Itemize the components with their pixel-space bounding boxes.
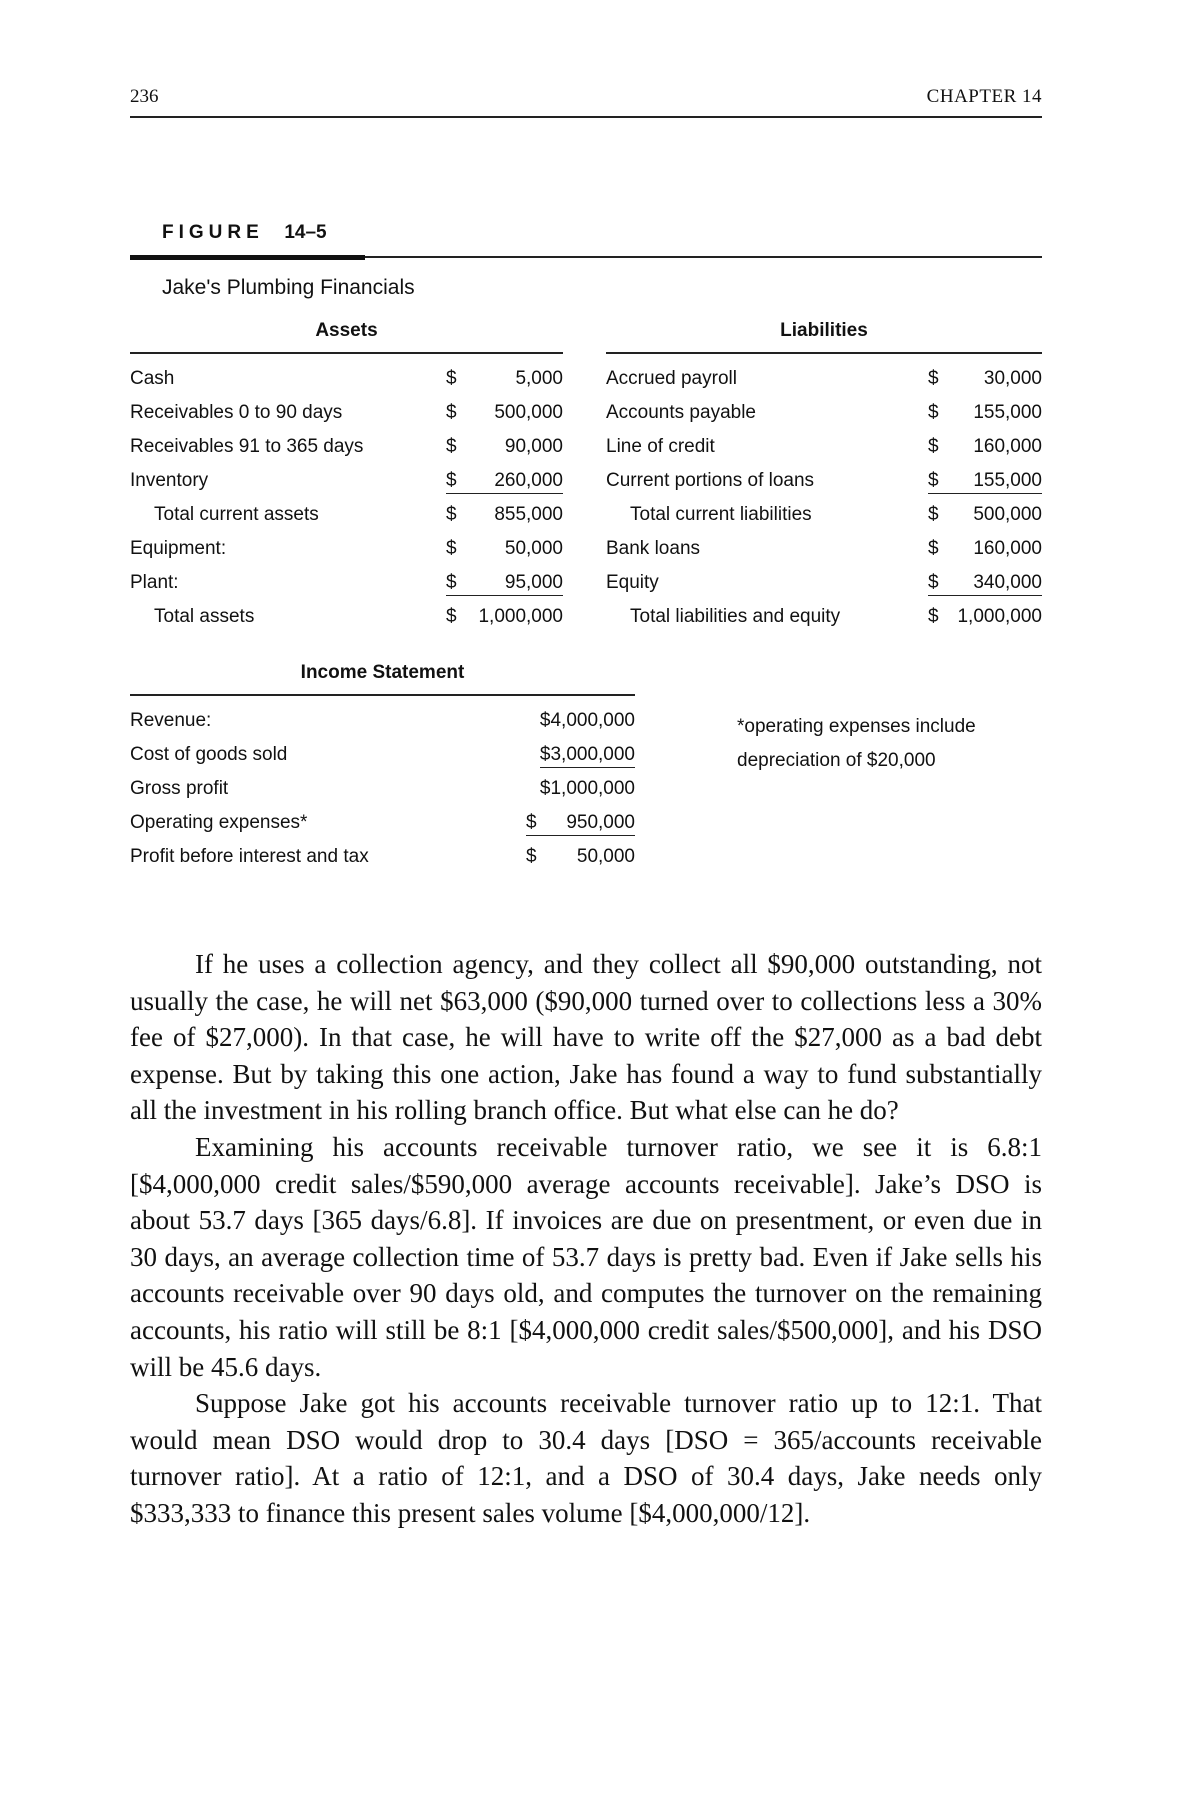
liabilities-table (606, 320, 1042, 634)
figure-14-5 (130, 218, 1042, 867)
row-label: Receivables 0 to 90 days (130, 402, 343, 423)
dollar-sign: $ (446, 504, 457, 525)
row-label: Equipment: (130, 538, 227, 559)
paragraph: Examining his accounts receivable turnover ratio, we see it is 6.8:1 [$4,000,000 credit sales/$590,000 average accounts receivable]. Jake’s DSO is about 53.7 days [365 days/6.8]. If invoices are due on presentment, or even due in 30 days, an average collection time of 53.7 days is pretty bad. Even if Jake sells his accounts receivable over 90 days old, and computes the turnover on the remaining accounts, his ratio will still be 8:1 [$4,000,000 credit sales/$500,000], and his DSO will be 45.6 days. (130, 1131, 1042, 1382)
row-label: Profit before interest and tax (130, 846, 369, 867)
table-row (130, 806, 635, 840)
row-amount: 160,000 (973, 436, 1042, 457)
paragraph: If he uses a collection agency, and they collect all $90,000 outstanding, not usually the case, he will net $63,000 ($90,000 turned over to collections less a 30% fee of $27,000). In that case, he will have to write off the $27,000 as a bad debt expense. But by taking this one action, Jake has found a way to fund substantially all the investment in his rolling branch office. But what else can he do? (130, 949, 1042, 1126)
row-amount: 50,000 (504, 538, 563, 559)
row-amount: 950,000 (566, 812, 635, 833)
table-row (130, 498, 563, 532)
row-label: Cost of goods sold (130, 744, 288, 765)
table-row (130, 704, 635, 738)
row-amount: $1,000,000 (539, 778, 635, 799)
row-label: Total liabilities and equity (630, 606, 841, 627)
table-row (606, 600, 1042, 634)
figure-label-row (130, 218, 1042, 258)
row-amount: 155,000 (973, 470, 1042, 491)
income-header: Income Statement (130, 662, 635, 696)
paragraph: Suppose Jake got his accounts receivable turnover ratio up to 12:1. That would mean DSO would drop to 30.4 days [DSO = 365/accounts receivable turnover ratio]. At a ratio of 12:1, and a DSO of 30.4 days, Jake needs only $333,333 to finance this present sales volume [$4,000,000/12]. (130, 1388, 1042, 1528)
row-amount: 30,000 (983, 368, 1042, 389)
table-row (606, 362, 1042, 396)
footnote-line: depreciation of $20,000 (737, 750, 936, 771)
row-label: Revenue: (130, 710, 212, 731)
dollar-sign: $ (928, 436, 939, 457)
table-row (130, 600, 563, 634)
row-label: Plant: (130, 572, 179, 593)
page-number: 236 (130, 86, 159, 107)
table-row (606, 566, 1042, 600)
dollar-sign: $ (928, 368, 939, 389)
table-row (130, 362, 563, 396)
table-row (130, 532, 563, 566)
row-amount: 160,000 (973, 538, 1042, 559)
dollar-sign: $ (446, 368, 457, 389)
table-row (606, 464, 1042, 498)
table-row (130, 840, 635, 874)
table-row (130, 464, 563, 498)
row-amount: 500,000 (973, 504, 1042, 525)
figure-word: FIGURE (162, 222, 264, 243)
table-row (606, 430, 1042, 464)
table-row (606, 396, 1042, 430)
assets-header: Assets (130, 320, 563, 354)
row-amount: 90,000 (504, 436, 563, 457)
dollar-sign: $ (526, 812, 537, 833)
row-amount: 50,000 (576, 846, 635, 867)
row-label: Gross profit (130, 778, 229, 799)
table-row (130, 396, 563, 430)
income-footnote (737, 710, 976, 778)
table-row (130, 430, 563, 464)
row-amount: 500,000 (494, 402, 563, 423)
row-label: Receivables 91 to 365 days (130, 436, 364, 457)
row-amount: $3,000,000 (540, 743, 635, 768)
dollar-sign: $ (446, 572, 457, 593)
footnote-line: *operating expenses include (737, 716, 976, 737)
assets-table (130, 320, 563, 634)
dollar-sign: $ (928, 606, 939, 627)
dollar-sign: $ (928, 504, 939, 525)
table-row (130, 566, 563, 600)
row-amount: 1,000,000 (957, 606, 1042, 627)
row-label: Total current liabilities (630, 504, 812, 525)
dollar-sign: $ (928, 538, 939, 559)
row-amount: 1,000,000 (478, 606, 563, 627)
figure-label-bar (130, 255, 365, 260)
liabilities-header: Liabilities (606, 320, 1042, 354)
row-amount: $4,000,000 (539, 710, 635, 731)
row-label: Operating expenses* (130, 812, 308, 833)
row-label: Accounts payable (606, 402, 756, 423)
row-label: Line of credit (606, 436, 715, 457)
row-label: Total current assets (154, 504, 319, 525)
figure-title: Jake's Plumbing Financials (162, 276, 415, 299)
row-amount: 5,000 (515, 368, 563, 389)
row-label: Inventory (130, 470, 209, 491)
table-row (606, 532, 1042, 566)
running-head (130, 84, 1042, 118)
dollar-sign: $ (928, 402, 939, 423)
dollar-sign: $ (446, 606, 457, 627)
dollar-sign: $ (446, 538, 457, 559)
row-label: Current portions of loans (606, 470, 815, 491)
row-label: Total assets (154, 606, 255, 627)
row-amount: 155,000 (973, 402, 1042, 423)
row-label: Bank loans (606, 538, 701, 559)
row-amount: 95,000 (504, 572, 563, 593)
dollar-sign: $ (446, 436, 457, 457)
row-label: Equity (606, 572, 659, 593)
figure-number: 14–5 (284, 222, 327, 243)
row-amount: 340,000 (973, 572, 1042, 593)
row-amount: 260,000 (494, 470, 563, 491)
dollar-sign: $ (446, 470, 457, 491)
dollar-sign: $ (446, 402, 457, 423)
dollar-sign: $ (928, 470, 939, 491)
figure-label (162, 222, 327, 244)
dollar-sign: $ (928, 572, 939, 593)
row-label: Accrued payroll (606, 368, 737, 389)
body-text (130, 946, 1042, 1532)
table-row (606, 498, 1042, 532)
table-row (130, 738, 635, 772)
chapter-label: CHAPTER 14 (926, 86, 1042, 107)
row-amount: 855,000 (494, 504, 563, 525)
dollar-sign: $ (526, 846, 537, 867)
income-statement-table (130, 662, 635, 874)
row-label: Cash (130, 368, 175, 389)
table-row (130, 772, 635, 806)
